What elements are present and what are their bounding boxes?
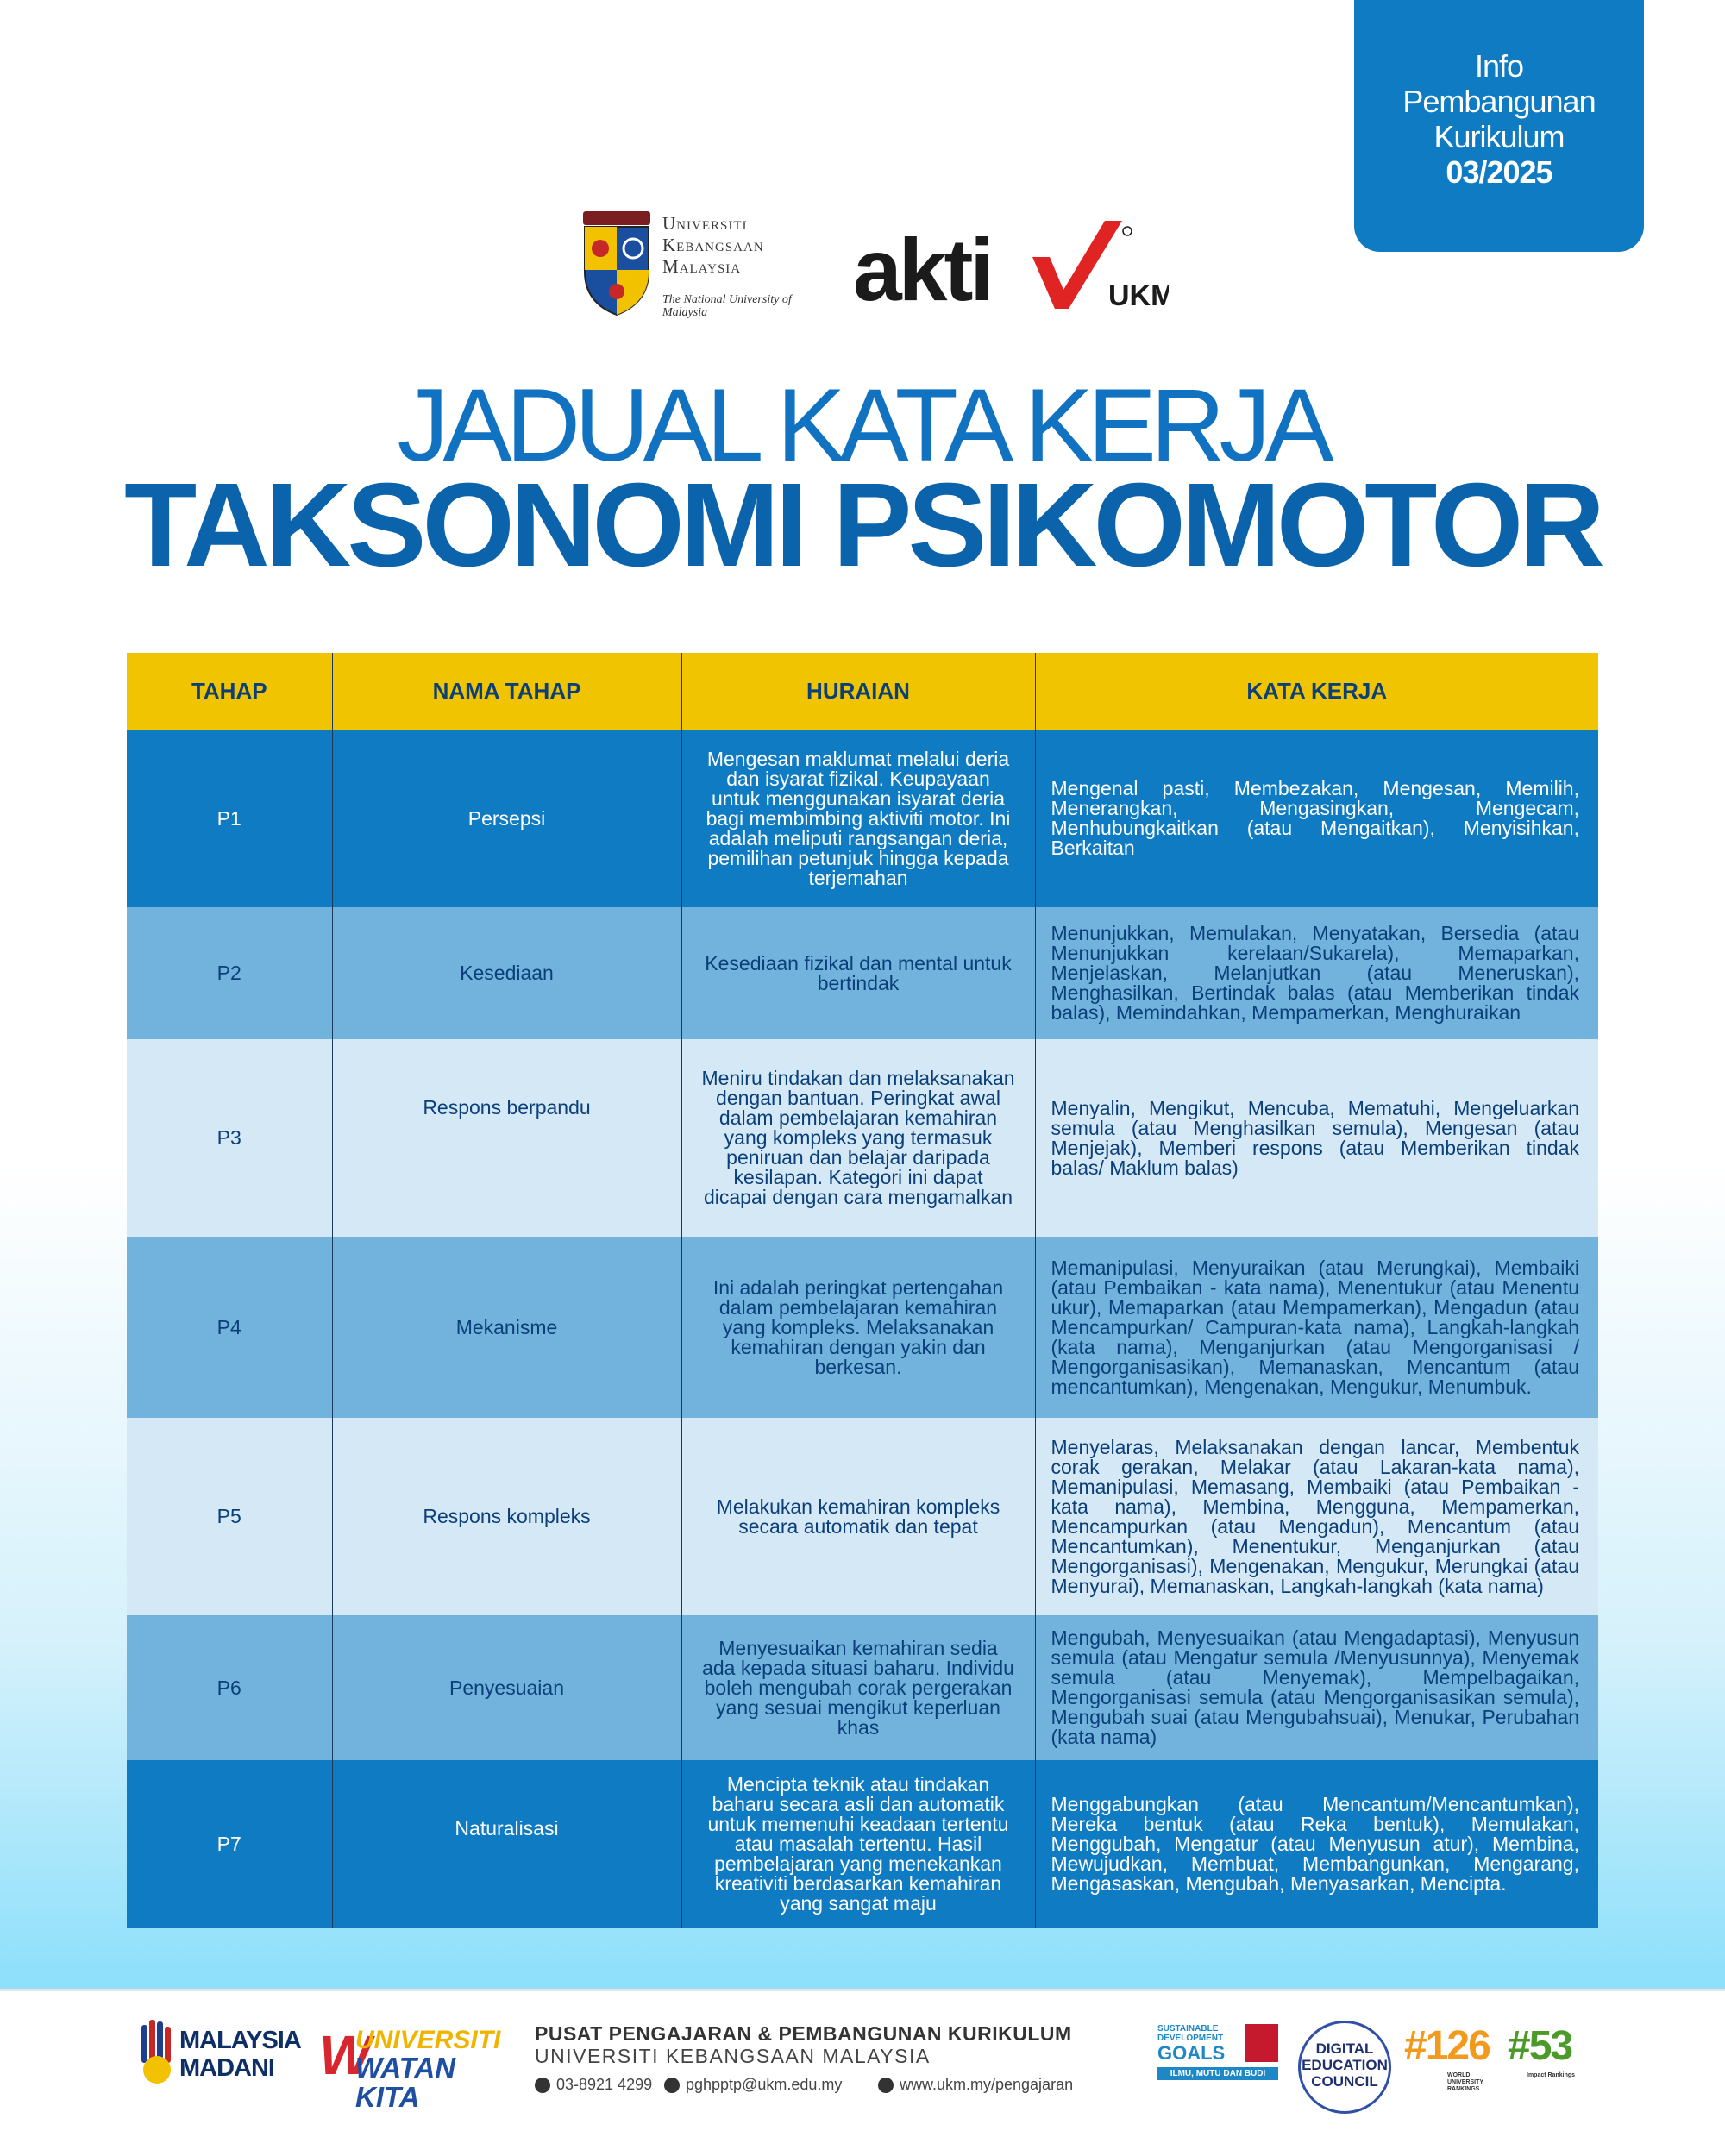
contact-email[interactable]: [664, 2076, 842, 2094]
row-level: P7: [127, 1760, 332, 1928]
row-verbs: Menyalin, Mengikut, Mencuba, Mematuhi, Mengeluarkan semula (atau Menghasilkan semula), Mengesan (atau Menjejak), Memberi respons (atau Memberikan tindak balas/ Maklum balas): [1035, 1039, 1598, 1237]
madani-hand-icon: [138, 2020, 176, 2087]
row-description: Meniru tindakan dan melaksanakan dengan bantuan. Peringkat awal dalam pembelajaran kemahiran yang kompleks yang termasuk peniruan dan belajar daripada kesilapan. Kategori ini dapat dicapai dengan cara mengamalkan: [681, 1039, 1035, 1237]
universiti-watan-kita-logo: [319, 2024, 518, 2113]
phone-number: 03-8921 4299: [556, 2076, 653, 2093]
badge-line-pembangunan: Pembangunan: [1402, 84, 1596, 119]
dec-line-3: COUNCIL: [1311, 2073, 1378, 2090]
page-title-line-2: TAKSONOMI PSIKOMOTOR: [124, 459, 1601, 592]
dec-line-1: DIGITAL: [1315, 2040, 1374, 2057]
header-nama-tahap: NAMA TAHAP: [332, 653, 681, 730]
table-row-p5: [127, 1418, 1598, 1615]
row-name: Penyesuaian: [332, 1615, 681, 1760]
globe-icon: [878, 2078, 894, 2093]
contact-website[interactable]: [878, 2076, 1073, 2094]
badge-issue-number: 03/2025: [1446, 154, 1552, 190]
row-description: Mengesan maklumat melalui deria dan isyarat fizikal. Keupayaan untuk menggunakan isyarat deria bagi membimbing aktiviti motor. Ini adalah meliputi rangsangan deria, pemilihan petunjuk hingga kepada terjemahan: [681, 730, 1035, 907]
row-name: Respons berpandu: [332, 1039, 681, 1237]
aktiv-ukm-logo: [850, 216, 1169, 319]
row-name: Kesediaan: [332, 907, 681, 1039]
sdg-logo: [1157, 2024, 1278, 2088]
row-name: Naturalisasi: [332, 1760, 681, 1928]
aktiv-wordmark: akti: [853, 221, 991, 319]
website-url[interactable]: www.ukm.my/pengajaran: [900, 2076, 1074, 2093]
header-kata-kerja: KATA KERJA: [1035, 653, 1598, 730]
row-description: Menyesuaikan kemahiran sedia ada kepada situasi baharu. Individu boleh mengubah corak pergerakan yang sesuai mengikut keperluan khas: [681, 1615, 1035, 1760]
table-row-p3: [127, 1039, 1598, 1237]
ukm-name-line-2: Kebangsaan: [662, 235, 764, 255]
malaysia-madani-logo: [138, 2018, 323, 2087]
footer: [0, 1989, 1725, 2156]
row-verbs: Menunjukkan, Memulakan, Menyatakan, Bersedia (atau Menunjukkan kerelaan/Sukarela), Memaparkan, Menjelaskan, Melanjutkan (atau Meneruskan), Menghasilkan, Bertindak balas (atau Memberikan tindak balas), Memindahkan, Mempamerkan, Menghuraikan: [1035, 907, 1598, 1039]
registered-mark: [1123, 227, 1132, 235]
table-row-p2: [127, 907, 1598, 1039]
ukm-tagline: The National University of Malaysia: [662, 291, 813, 319]
badge-line-kurikulum: Kurikulum: [1433, 119, 1565, 154]
table-header-row: [127, 653, 1598, 730]
madani-line-1: MALAYSIA: [179, 2027, 301, 2054]
table-row-p7: [127, 1760, 1598, 1928]
row-verbs: Menggabungkan (atau Mencantum/Mencantumkan), Mereka bentuk (atau Reka bentuk), Memulakan, Menggubah, Mengatur (atau Menyusun atur), Membina, Mewujudkan, Membuat, Membangunkan, Mengarang, Mengasaskan, Mengubah, Menyasarkan, Mencipta.: [1035, 1760, 1598, 1928]
row-name: Respons kompleks: [332, 1418, 681, 1615]
row-verbs: Mengubah, Menyesuaikan (atau Mengadaptasi), Menyusun semula (atau Mengatur semula /Menyusunnya), Menyemak semula (atau Menyemak), Mempelbagaikan, Mengorganisasi semula (atau Mengorganisasikan semula), Mengubah suai (atau Mengubahsuai), Menukar, Perubahan (kata nama): [1035, 1615, 1598, 1760]
header-tahap: TAHAP: [127, 653, 332, 730]
row-verbs: Memanipulasi, Menyuraikan (atau Merungkai), Membaiki (atau Pembaikan - kata nama), Menentukur (atau Menentu ukur), Memaparkan (atau Mempamerkan), Mengadun (atau Mencampurkan/ Campuran-kata nama), Langkah-langkah (kata nama), Menganjurkan (atau Mengorganisasi / Mengorganisasikan), Memanaskan, Mencantum (atau mencantumkan), Mengenakan, Mengukur, Menumbuk.: [1035, 1237, 1598, 1418]
row-level: P1: [127, 730, 332, 907]
sdg-tagline: ILMU, MUTU DAN BUDI: [1157, 2067, 1278, 2080]
info-badge: [1354, 0, 1644, 252]
ukm-logo: [580, 210, 812, 318]
impact-ranking: #53: [1508, 2023, 1572, 2069]
madani-line-2: MADANI: [179, 2054, 274, 2082]
row-description: Kesediaan fizikal dan mental untuk bertindak: [681, 907, 1035, 1039]
contact-phone: [535, 2076, 652, 2094]
qs-ranking-label: WORLD UNIVERSITY RANKINGS: [1447, 2072, 1484, 2092]
qs-ranking: #126: [1404, 2023, 1490, 2069]
centre-university: UNIVERSITI KEBANGSAAN MALAYSIA: [535, 2045, 931, 2067]
sdg-goals: GOALS: [1157, 2042, 1226, 2064]
email-address[interactable]: pghpptp@ukm.edu.my: [686, 2076, 843, 2093]
madani-text: [179, 2027, 301, 2082]
email-icon: [664, 2078, 680, 2093]
taxonomy-table: [127, 653, 1598, 1928]
aktiv-logo-icon: [850, 216, 1169, 319]
table-row-p1: [127, 730, 1598, 907]
uwk-top-text: UNIVERSITI: [355, 2026, 501, 2054]
dec-text: [1301, 2040, 1389, 2090]
table-row-p6: [127, 1615, 1598, 1760]
centre-name: PUSAT PENGAJARAN & PEMBANGUNAN KURIKULUM: [535, 2022, 1072, 2045]
row-description: Mencipta teknik atau tindakan baharu secara asli dan automatik untuk memenuhi keadaan tertentu atau masalah tertentu. Hasil pembelajaran yang menekankan kreativiti berdasarkan kemahiran yang sangat maju: [681, 1760, 1035, 1928]
row-level: P2: [127, 907, 332, 1039]
row-level: P6: [127, 1615, 332, 1760]
aktiv-ukm-text: UKM: [1108, 279, 1169, 312]
row-description: Melakukan kemahiran kompleks secara automatik dan tepat: [681, 1418, 1035, 1615]
ukm-name-line-3: Malaysia: [662, 256, 742, 277]
ukm-name: [662, 213, 813, 278]
row-verbs: Mengenal pasti, Membezakan, Mengesan, Memilih, Menerangkan, Mengasingkan, Mengecam, Menhubungkaitkan (atau Mengaitkan), Menyisihkan, Berkaitan: [1035, 730, 1598, 907]
badge-line-info: Info: [1474, 48, 1524, 84]
phone-icon: [535, 2078, 550, 2093]
digital-education-council-logo: [1298, 2021, 1391, 2114]
row-level: P4: [127, 1237, 332, 1418]
row-name: Persepsi: [332, 730, 681, 907]
page-title-line-1: JADUAL KATA KERJA: [397, 367, 1328, 483]
row-level: P5: [127, 1418, 332, 1615]
row-name: Mekanisme: [332, 1237, 681, 1418]
dec-line-2: EDUCATION: [1302, 2057, 1388, 2073]
ukm-name-line-1: Universiti: [662, 213, 748, 234]
row-level: P3: [127, 1039, 332, 1237]
uwk-bottom-text: WATAN KITA: [355, 2052, 456, 2113]
sdg-goal-4-icon: [1245, 2024, 1278, 2062]
row-verbs: Menyelaras, Melaksanakan dengan lancar, Membentuk corak gerakan, Melakar (atau Lakaran-kata nama), Memanipulasi, Memasang, Membaiki (atau Pembaikan - kata nama), Membina, Mengguna, Mempamerkan, Mencampurkan (atau Mengadun), Mencantum (atau Mencantumkan), Menentukur, Menganjurkan (atau Mengorganisasi), Mengenakan, Mengukur, Merungkai (atau Menyurai), Memanaskan, Langkah-langkah (kata nama): [1035, 1418, 1598, 1615]
ukm-crest-icon: [580, 210, 654, 317]
row-description: Ini adalah peringkat pertengahan dalam pembelajaran kemahiran yang kompleks. Melaksanakan kemahiran dengan yakin dan berkesan.: [681, 1237, 1035, 1418]
uwk-w-mark: W: [319, 2024, 372, 2086]
impact-ranking-label: Impact Rankings: [1527, 2072, 1576, 2078]
sdg-label: SUSTAINABLE DEVELOPMENT: [1157, 2024, 1224, 2043]
table-row-p4: [127, 1237, 1598, 1418]
header-huraian: HURAIAN: [681, 653, 1035, 730]
